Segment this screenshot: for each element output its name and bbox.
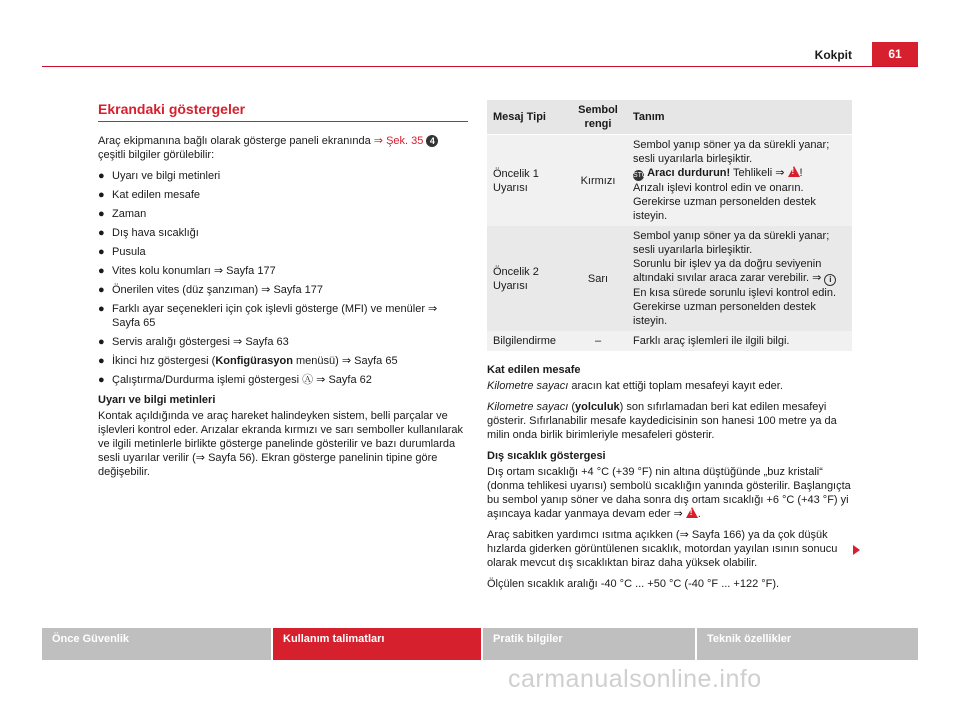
paragraph-text: Dış ortam sıcaklığı +4 °C (+39 °F) nin altına düştüğünde „buz kristali“ (donma tehlikesi uyarısı) sembolü sıcaklığın yanında gösterilir. Başlangıçta bu sembol yanıp söner ve daha sonra dış ortam sıcaklığı +6 °C (+43 °F) yi aşıncaya kadar yanmaya devam eder ⇒ <box>487 466 851 520</box>
list-item <box>98 226 468 240</box>
table-row <box>487 135 852 227</box>
tab-operating-instructions[interactable]: Kullanım talimatları <box>273 628 481 660</box>
footer-tabs <box>42 628 918 660</box>
bullet-icon: ● <box>98 374 105 386</box>
bullet-icon: ● <box>98 208 105 220</box>
list-item-text-end[interactable]: menüsü) ⇒ Sayfa 65 <box>292 355 398 367</box>
tab-safety[interactable]: Önce Güvenlik <box>42 628 271 660</box>
page-number: 61 <box>872 42 918 67</box>
list-item-text[interactable]: Önerilen vites (düz şanzıman) ⇒ Sayfa 177 <box>112 284 323 296</box>
list-item <box>98 335 468 349</box>
distance-paragraph-2 <box>487 400 852 442</box>
figure-reference-link[interactable]: ⇒ Şek. 35 <box>373 135 424 147</box>
bullet-icon: ● <box>98 336 105 348</box>
menu-name: Konfigürasyon <box>215 355 293 367</box>
bullet-icon: ● <box>98 355 105 367</box>
continue-arrow-icon <box>853 545 860 555</box>
cell-description <box>627 226 852 331</box>
warning-triangle-icon[interactable] <box>686 507 698 518</box>
section-name: Kokpit <box>814 48 852 62</box>
paragraph-text-end: . <box>697 508 701 520</box>
paragraph-text: ) son sıfırlamadan beri kat edilen mesafeyi gösterir. Sıfırlanabilir mesafe kaydedicisinin son hanesi 100 metre ya da milin onda birlik birimleriyle mesafeleri gösterir. <box>487 401 837 441</box>
list-item-text: Dış hava sıcaklığı <box>112 227 199 239</box>
list-item <box>98 264 468 278</box>
list-item <box>98 373 468 387</box>
left-column <box>98 100 468 486</box>
description-line <box>633 166 846 181</box>
page-title: Ekrandaki göstergeler <box>98 100 468 122</box>
list-item-text[interactable]: Vites kolu konumları ⇒ Sayfa 177 <box>112 265 276 277</box>
column-header-color: Sembol rengi <box>569 100 627 135</box>
description-line: Arızalı işlevi kontrol edin ve onarın. Gerekirse uzman personelden destek isteyin. <box>633 182 816 222</box>
description-text: Tehlikeli ⇒ <box>730 167 788 179</box>
list-item-text: İkinci hız göstergesi ( <box>112 355 216 367</box>
bullet-icon: ● <box>98 227 105 239</box>
temperature-paragraph-2: Araç sabitken yardımcı ısıtma açıkken (⇒ Sayfa 166) ya da çok düşük hızlarda giderken görüntülenen sıcaklık, motordan yayılan ısının sonucu olarak mevcut dış sıcaklıktan biraz daha yüksek olabilir. <box>487 529 838 569</box>
cell-description: Farklı araç işlemleri ile ilgili bilgi. <box>627 331 852 351</box>
message-types-table <box>487 100 852 351</box>
list-item <box>98 354 468 368</box>
table-row <box>487 331 852 351</box>
temperature-heading: Dış sıcaklık göstergesi <box>487 450 606 462</box>
cell-color: – <box>569 331 627 351</box>
intro-paragraph <box>98 134 468 162</box>
tab-technical-specs[interactable]: Teknik özellikler <box>697 628 918 660</box>
list-item-text: Zaman <box>112 208 147 220</box>
temperature-paragraph-3: Ölçülen sıcaklık aralığı -40 °C ... +50 °C (-40 °F ... +122 °F). <box>487 578 780 590</box>
description-text-end: ! <box>799 167 803 179</box>
cell-type: Öncelik 1 Uyarısı <box>487 135 569 227</box>
list-item <box>98 245 468 259</box>
paragraph-text: aracın kat ettiği toplam mesafeyi kayıt eder. <box>568 380 783 392</box>
description-line: Sembol yanıp söner ya da sürekli yanar; sesli uyarılarla birleşiktir. <box>633 139 830 165</box>
tab-practical-info[interactable]: Pratik bilgiler <box>483 628 695 660</box>
list-item-text: Kat edilen mesafe <box>112 189 201 201</box>
page-header <box>0 42 960 68</box>
column-header-description: Tanım <box>627 100 852 135</box>
distance-paragraph-1 <box>487 379 852 393</box>
list-item-text[interactable]: Servis aralığı göstergesi ⇒ Sayfa 63 <box>112 336 289 348</box>
paragraph-text: ( <box>568 401 576 413</box>
display-items-list <box>98 169 468 387</box>
callout-number-badge: 4 <box>426 135 438 147</box>
odometer-term: Kilometre sayacı <box>487 380 569 392</box>
temperature-paragraph-1 <box>487 465 852 521</box>
trip-term: yolculuk <box>575 401 620 413</box>
stop-icon: STOP <box>633 172 652 179</box>
intro-text-end: çeşitli bilgiler görülebilir: <box>98 149 215 161</box>
right-column <box>487 100 852 598</box>
warning-triangle-icon[interactable] <box>788 166 800 177</box>
info-icon[interactable]: i <box>824 274 836 286</box>
list-item <box>98 207 468 221</box>
header-rule <box>42 66 918 67</box>
odometer-term: Kilometre sayacı <box>487 401 569 413</box>
stop-instruction: Aracı durdurun! <box>647 167 731 179</box>
start-stop-icon: Ⓐ <box>302 374 314 386</box>
bullet-icon: ● <box>98 265 105 277</box>
list-item <box>98 169 468 183</box>
warnings-paragraph: Kontak açıldığında ve araç hareket halindeyken sistem, belli parçalar ve işlevleri kontrol eder. Arızalar ekranda kırmızı ve sarı semboller kullanılarak ve ilgili metinlerle birlikte gösterge panelinde gösterilir ve bazı durumlarda sesli uyarılar verilir (⇒ Sayfa 56). Ekran gösterge panelinin tipine göre değişebilir. <box>98 410 463 478</box>
bullet-icon: ● <box>98 246 105 258</box>
bullet-icon: ● <box>98 303 105 315</box>
cell-color: Sarı <box>569 226 627 331</box>
list-item-text: Pusula <box>112 246 146 258</box>
cell-type: Bilgilendirme <box>487 331 569 351</box>
warnings-heading: Uyarı ve bilgi metinleri <box>98 394 216 406</box>
watermark: carmanualsonline.info <box>508 665 762 693</box>
distance-heading: Kat edilen mesafe <box>487 364 581 376</box>
table-header-row <box>487 100 852 135</box>
list-item-text[interactable]: Farklı ayar seçenekleri için çok işlevli gösterge (MFI) ve menüler ⇒ Sayfa 65 <box>112 303 438 329</box>
description-line: Sembol yanıp söner ya da sürekli yanar; sesli uyarılarla birleşiktir. <box>633 230 830 256</box>
intro-text: Araç ekipmanına bağlı olarak gösterge paneli ekranında <box>98 135 374 147</box>
list-item <box>98 302 468 330</box>
description-text: Sorunlu bir işlev ya da doğru seviyenin altındaki sıvılar araca zarar verebilir. ⇒ <box>633 258 825 284</box>
list-item <box>98 283 468 297</box>
cell-description <box>627 135 852 227</box>
bullet-icon: ● <box>98 189 105 201</box>
bullet-icon: ● <box>98 170 105 182</box>
list-item-text-end[interactable]: ⇒ Sayfa 62 <box>313 374 372 386</box>
description-line: En kısa sürede sorunlu işlevi kontrol edin. Gerekirse uzman personelden destek isteyin. <box>633 287 836 327</box>
list-item-text: Çalıştırma/Durdurma işlemi göstergesi <box>112 374 303 386</box>
cell-type: Öncelik 2 Uyarısı <box>487 226 569 331</box>
cell-color: Kırmızı <box>569 135 627 227</box>
column-header-type: Mesaj Tipi <box>487 100 569 135</box>
bullet-icon: ● <box>98 284 105 296</box>
list-item-text: Uyarı ve bilgi metinleri <box>112 170 221 182</box>
description-line <box>633 257 846 286</box>
table-row <box>487 226 852 331</box>
list-item <box>98 188 468 202</box>
